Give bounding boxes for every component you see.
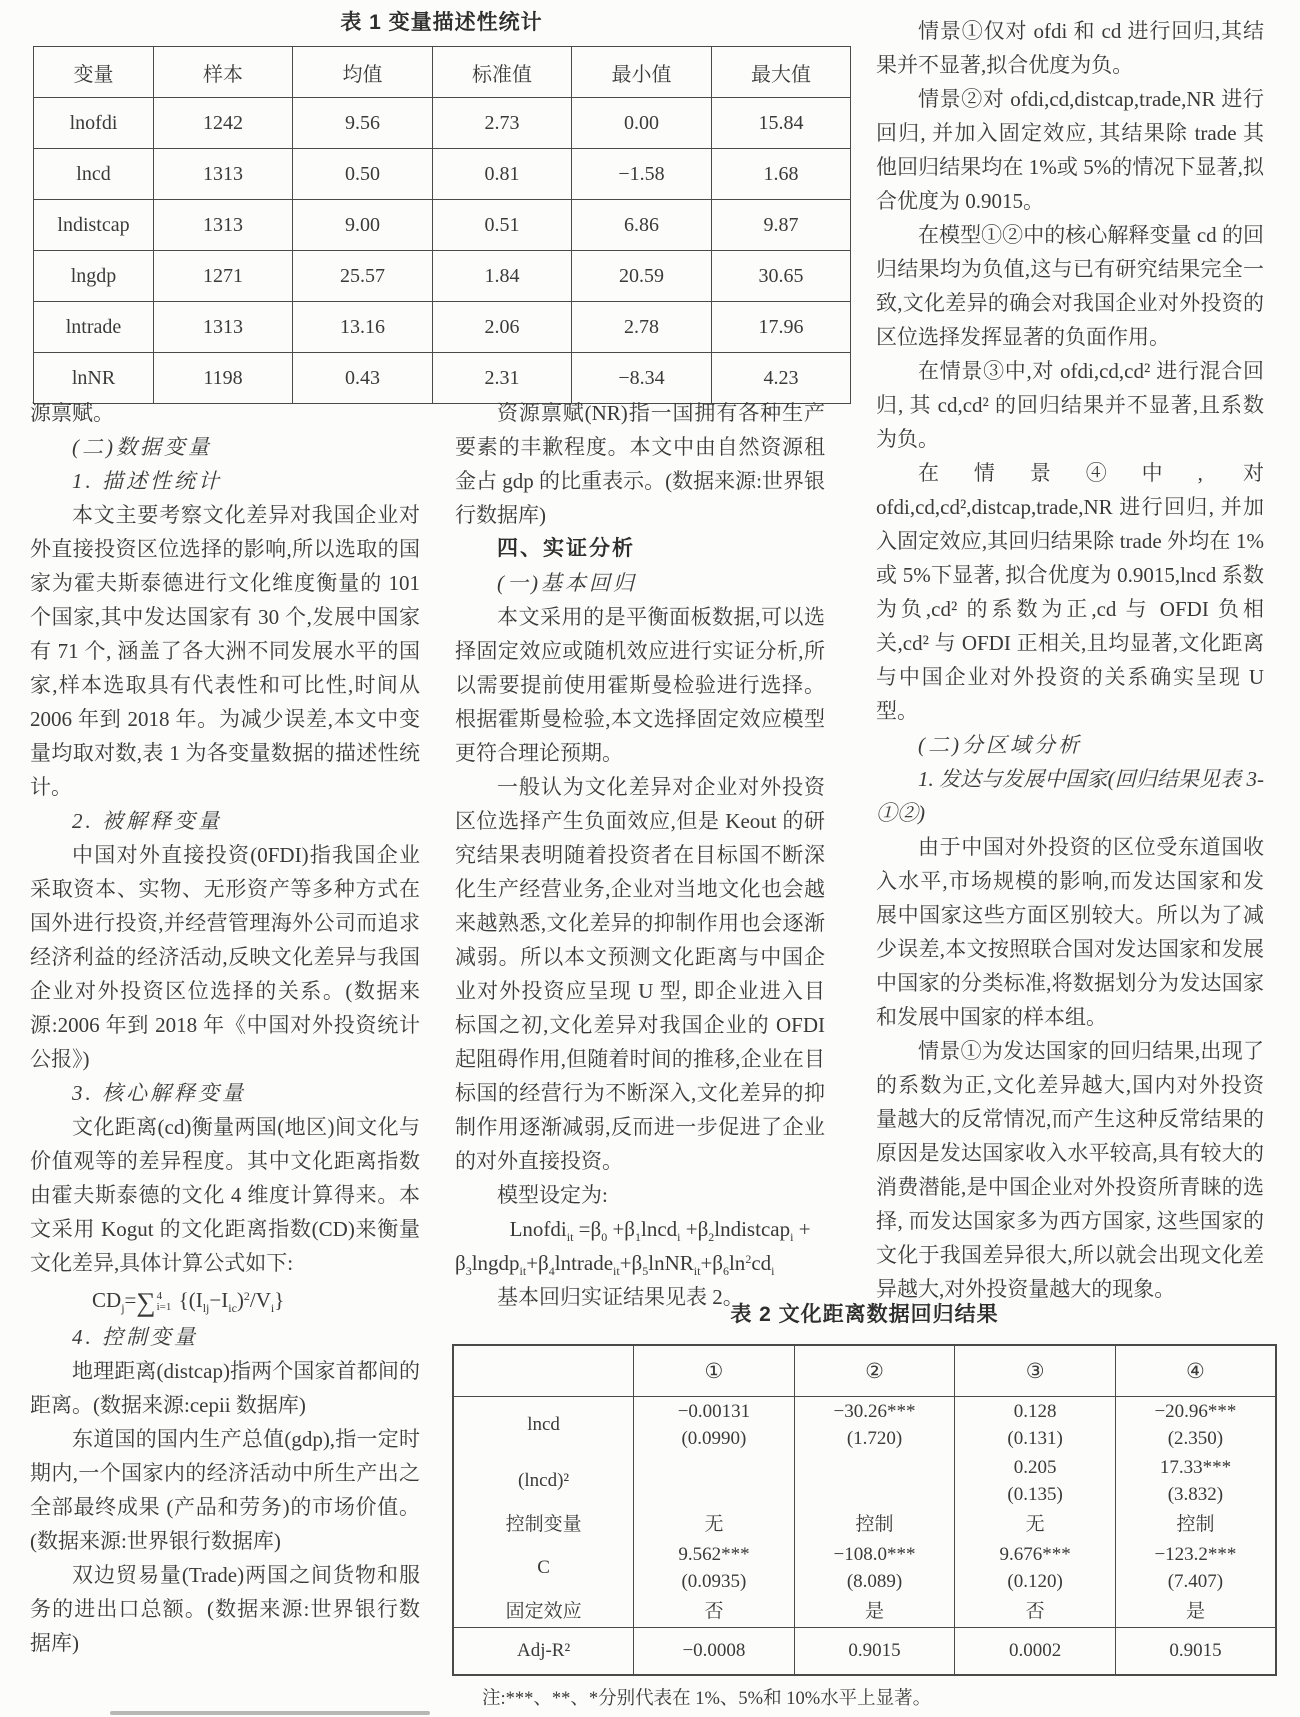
table2-header-row: [453, 1345, 1276, 1397]
table1-header-cell: 最大值: [712, 47, 851, 98]
table1-row: [34, 98, 851, 149]
table1-cell: 0.43: [293, 353, 433, 404]
paragraph: (二)数据变量: [72, 435, 212, 459]
table1-cell: 2.78: [572, 302, 712, 353]
table2-header-cell: ③: [955, 1345, 1116, 1397]
table1-cell: 9.00: [293, 200, 433, 251]
paragraph: 源禀赋。: [30, 401, 114, 425]
paragraph: 模型设定为:: [497, 1183, 608, 1207]
coefficient-value: −0.00131: [677, 1401, 751, 1422]
table2-cell: [1115, 1453, 1276, 1509]
table2-row-label: C: [453, 1540, 634, 1596]
sigma-lower: i=1: [156, 1301, 172, 1313]
table2-cell: [794, 1397, 955, 1454]
table2-title: 表 2 文化距离数据回归结果: [730, 1303, 999, 1326]
table2-cell: [794, 1509, 955, 1540]
sub-script: 5: [642, 1264, 649, 1278]
column-1: [30, 396, 420, 1660]
table1-cell: 1271: [154, 251, 293, 302]
table1-header: [34, 47, 851, 98]
model-formula-line2: $\beta_3lngdp_{it}+\beta_4lntrade_{it}+\beta_5lnNR_{it}+\beta_6\ln^2cd_i$: [455, 1251, 775, 1278]
table2-cell: [1115, 1540, 1276, 1596]
sigma-symbol: [136, 1287, 173, 1317]
table1-cell: 1242: [154, 98, 293, 149]
standard-error: [798, 1481, 952, 1508]
standard-error: (3.832): [1167, 1484, 1224, 1505]
standard-error: (0.120): [1007, 1571, 1063, 1592]
table1-cell: 0.00: [572, 98, 712, 149]
sub-script: 1: [634, 1230, 641, 1244]
paragraph: 资源禀赋(NR)指一国拥有各种生产要素的丰歉程度。本文中由自然资源租金占 gdp 的比重表示。(数据来源:世界银行数据库): [455, 401, 825, 527]
table2-cell: [634, 1509, 795, 1540]
model-formula-line1: Lnofdi$_{it}$ $=\beta_0$ $+\beta_1lncd_i$ $+\beta_2lndistcap_i$ +: [509, 1217, 811, 1244]
paragraph: 在情景③中,对 ofdi,cd,cd² 进行混合回归, 其 cd,cd² 的回归结果并不显著,且系数为负。: [876, 359, 1264, 451]
table2-row-label: 固定效应: [453, 1596, 634, 1628]
paragraph: 3. 核心解释变量: [72, 1081, 246, 1105]
column-3: [876, 14, 1264, 1306]
table2-footer-label: Adj-R²: [453, 1628, 634, 1676]
coefficient-value: 是: [1185, 1601, 1205, 1622]
table2-footer-cell: −0.0008: [634, 1628, 795, 1676]
table2-cell: [955, 1509, 1116, 1540]
table1-cell: 1.68: [712, 149, 851, 200]
paragraph: 情景①为发达国家的回归结果,出现了的系数为正,文化差异越大,国内对外投资量越大的反常情况,而产生这种反常结果的原因是发达国家收入水平较高,具有较大的消费潜能,是中国企业对外投资所青睐的选择, 而发达国家多为西方国家, 这些国家的文化于我国差异很大,所以就会出现文化差异越大,对外投资量越大的现象。: [876, 1039, 1264, 1301]
sigma-upper: 4: [156, 1290, 163, 1302]
table1-header-cell: 最小值: [572, 47, 712, 98]
table1-cell: lngdp: [34, 251, 154, 302]
table2-grid: [452, 1344, 1277, 1676]
sub-script: i: [790, 1230, 794, 1244]
table1-cell: 2.73: [433, 98, 572, 149]
table1-cell: 1313: [154, 302, 293, 353]
sigma-limits: [157, 1291, 172, 1313]
table1-cell: 9.87: [712, 200, 851, 251]
paragraph: 中国对外直接投资(0FDI)指我国企业采取资本、实物、无形资产等多种方式在国外进行投资,并经营管理海外公司而追求经济利益的经济活动,反映文化差异与我国企业对外投资区位选择的关系。(数据来源:2006 年到 2018 年《中国对外投资统计公报》): [30, 843, 420, 1071]
sub-script: i: [270, 1301, 275, 1315]
coefficient-value: 9.562***: [678, 1544, 750, 1565]
table2-cell: [794, 1540, 955, 1596]
table1-header-row: [34, 47, 851, 98]
table1-cell: 1313: [154, 149, 293, 200]
table1-header-cell: 变量: [34, 47, 154, 98]
coefficient-value: 否: [1025, 1601, 1045, 1622]
table2-cell: [794, 1596, 955, 1628]
paragraph: 在模型①②中的核心解释变量 cd 的回归结果均为负值,这与已有研究结果完全一致,文化差异的确会对我国企业对外投资的区位选择发挥显著的负面作用。: [876, 223, 1264, 349]
sub-script: it: [519, 1264, 527, 1278]
table2-cell: [634, 1397, 795, 1454]
table1-row: [34, 149, 851, 200]
paragraph: 情景②对 ofdi,cd,distcap,trade,NR 进行回归, 并加入固定效应, 其结果除 trade 其他回归结果均在 1%或 5%的情况下显著,拟合优度为 0.9015。: [876, 87, 1264, 213]
table2-row: [453, 1596, 1276, 1628]
sub-script: i: [771, 1264, 775, 1278]
sub-script: lj: [202, 1301, 210, 1315]
sub-script: 4: [548, 1264, 555, 1278]
cd-formula: $CD_j=$ ∑ 4 i=1 $\{(I_{lj}-I_{ic})^2/V_i\}$: [92, 1287, 285, 1317]
table2-block: [452, 1300, 1277, 1712]
table2-row: [453, 1540, 1276, 1596]
table2-row: [453, 1453, 1276, 1509]
table1-row: [34, 200, 851, 251]
sub-script: i: [677, 1230, 681, 1244]
table1-cell: 0.50: [293, 149, 433, 200]
table1-cell: 1313: [154, 200, 293, 251]
coefficient-value: 0.205: [1013, 1457, 1057, 1478]
table2-cell: [1115, 1509, 1276, 1540]
coefficient-value: 无: [704, 1514, 724, 1535]
table2-footer-cell: 0.9015: [1115, 1628, 1276, 1676]
table2-row-label: (lncd)²: [453, 1453, 634, 1509]
paragraph: 本文采用的是平衡面板数据,可以选择固定效应或随机效应进行实证分析,所以需要提前使用霍斯曼检验进行选择。根据霍斯曼检验,本文选择固定效应模型更符合理论预期。: [455, 605, 825, 765]
paragraph: 由于中国对外投资的区位受东道国收入水平,市场规模的影响,而发达国家和发展中国家这些方面区别较大。所以为了减少误差,本文按照联合国对发达国家和发展中国家的分类标准,将数据划分为发达国家和发展中国家的样本组。: [876, 835, 1264, 1029]
table2-cell: [794, 1453, 955, 1509]
sup-script: 2: [243, 1289, 250, 1303]
table1-cell: 13.16: [293, 302, 433, 353]
table1-cell: −8.34: [572, 353, 712, 404]
paragraph: 文化距离(cd)衡量两国(地区)间文化与价值观等的差异程度。其中文化距离指数由霍夫斯泰德的文化 4 维度计算得来。本文采用 Kogut 的文化距离指数(CD)来衡量文化差异,具体计算公式如下:: [30, 1115, 420, 1275]
coefficient-value: [798, 1454, 952, 1481]
table2-header: [453, 1345, 1276, 1397]
sup-script: 2: [745, 1252, 752, 1266]
table1-cell: lncd: [34, 149, 154, 200]
table1-cell: 4.23: [712, 353, 851, 404]
table2-header-cell: [453, 1345, 634, 1397]
table2-row-label: lncd: [453, 1397, 634, 1454]
paragraph: 一般认为文化差异对企业对外投资区位选择产生负面效应,但是 Keout 的研究结果表明随着投资者在目标国不断深化生产经营业务,企业对当地文化也会越来越熟悉,文化差异的抑制作用也会逐渐减弱。所以本文预测文化距离与中国企业对外投资应呈现 U 型, 即企业进入目标国之初,文化差异对我国企业的 OFDI 起阻碍作用,但随着时间的推移,企业在目标国的经营行为不断深入,文化差异的抑制作用逐渐减弱,反而进一步促进了企业的对外直接投资。: [455, 775, 825, 1173]
table2-header-cell: ②: [794, 1345, 955, 1397]
paragraph: 双边贸易量(Trade)两国之间货物和服务的进出口总额。(数据来源:世界银行数据库): [30, 1563, 420, 1655]
table1-title: 表 1 变量描述性统计: [340, 11, 543, 34]
sub-script: it: [566, 1230, 574, 1244]
table1-header-cell: 样本: [154, 47, 293, 98]
table1-cell: lnNR: [34, 353, 154, 404]
paragraph: 情景①仅对 ofdi 和 cd 进行回归,其结果并不显著,拟合优度为负。: [876, 19, 1264, 77]
coefficient-value: 17.33***: [1159, 1457, 1232, 1478]
table1-cell: 1198: [154, 353, 293, 404]
table1-cell: lnofdi: [34, 98, 154, 149]
coefficient-value: −123.2***: [1154, 1544, 1237, 1565]
table1-cell: −1.58: [572, 149, 712, 200]
table1-row: [34, 302, 851, 353]
table1-cell: 0.51: [433, 200, 572, 251]
paragraph: 1. 描述性统计: [72, 469, 222, 493]
paragraph: 1. 发达与发展中国家(回归结果见表 3-①②): [876, 767, 1264, 825]
coefficient-value: 0.128: [1013, 1401, 1057, 1422]
table1-cell: lndistcap: [34, 200, 154, 251]
standard-error: [637, 1481, 791, 1508]
paragraph: 本文主要考察文化差异对我国企业对外直接投资区位选择的影响,所以选取的国家为霍夫斯泰德进行文化维度衡量的 101 个国家,其中发达国家有 30 个,发展中国家有 71 个, 涵盖了各大洲不同发展水平的国家,样本选取具有代表性和可比性,时间从 2006 年到 2018 年。为减少误差,本文中变量均取对数,表 1 为各变量数据的描述性统计。: [30, 503, 420, 799]
standard-error: (1.720): [846, 1428, 903, 1449]
table1-cell: 6.86: [572, 200, 712, 251]
sub-script: 3: [465, 1264, 472, 1278]
table1-grid: [33, 46, 851, 404]
sub-script: it: [693, 1264, 701, 1278]
table1-cell: 17.96: [712, 302, 851, 353]
table1-cell: 15.84: [712, 98, 851, 149]
table2-row: [453, 1509, 1276, 1540]
coefficient-value: [637, 1454, 791, 1481]
table1-header-cell: 均值: [293, 47, 433, 98]
standard-error: (0.135): [1007, 1484, 1063, 1505]
sub-script: it: [613, 1264, 620, 1278]
table1-cell: 9.56: [293, 98, 433, 149]
paragraph: 在情景④中, 对 ofdi,cd,cd²,distcap,trade,NR 进行回归, 并加入固定效应,其回归结果除 trade 外均在 1%或 5%下显著, 拟合优度为 0.9015,lncd 系数为负,cd² 的系数为正,cd 与 OFDI 负相关,cd² 与 OFDI 正相关,且均显著,文化距离与中国企业对外投资的关系确实呈现 U 型。: [876, 461, 1264, 723]
table1-cell: 20.59: [572, 251, 712, 302]
table2-cell: [634, 1453, 795, 1509]
sub-script: 0: [601, 1230, 608, 1244]
table2-row: [453, 1397, 1276, 1454]
table2-footer-row: [453, 1628, 1276, 1676]
table1-row: [34, 251, 851, 302]
paragraph: 2. 被解释变量: [72, 809, 222, 833]
table1-cell: lntrade: [34, 302, 154, 353]
table1-cell: 2.06: [433, 302, 572, 353]
coefficient-value: −20.96***: [1154, 1401, 1237, 1422]
table2-header-cell: ①: [634, 1345, 795, 1397]
paragraph: 东道国的国内生产总值(gdp),指一定时期内,一个国家内的经济活动中所生产出之全部最终成果 (产品和劳务)的市场价值。(数据来源:世界银行数据库): [30, 1427, 420, 1553]
standard-error: (2.350): [1167, 1428, 1224, 1449]
table2-cell: [955, 1540, 1116, 1596]
table2-body: [453, 1397, 1276, 1676]
table2-cell: [955, 1453, 1116, 1509]
table2-footer-cell: 0.9015: [794, 1628, 955, 1676]
table2-cell: [634, 1596, 795, 1628]
scan-artifact: [110, 1711, 430, 1715]
sub-script: 6: [722, 1264, 729, 1278]
standard-error: (7.407): [1167, 1571, 1224, 1592]
table2-header-cell: ④: [1115, 1345, 1276, 1397]
standard-error: (0.131): [1007, 1428, 1063, 1449]
sub-script: ic: [228, 1301, 237, 1315]
column-2: [455, 396, 825, 1314]
table2-cell: [634, 1540, 795, 1596]
sub-script: 2: [708, 1230, 715, 1244]
table1-body: [34, 98, 851, 404]
paragraph: (一)基本回归: [497, 571, 637, 595]
coefficient-value: 9.676***: [999, 1544, 1071, 1565]
table2-row-label: 控制变量: [453, 1509, 634, 1540]
table1-block: [33, 8, 850, 404]
coefficient-value: −108.0***: [833, 1544, 916, 1565]
table2-cell: [1115, 1397, 1276, 1454]
coefficient-value: −30.26***: [833, 1401, 916, 1422]
table1-header-cell: 标准值: [433, 47, 572, 98]
table2-cell: [955, 1596, 1116, 1628]
table2-cell: [1115, 1596, 1276, 1628]
table1-cell: 2.31: [433, 353, 572, 404]
sub-script: j: [121, 1301, 125, 1315]
paragraph: 4. 控制变量: [72, 1325, 198, 1349]
coefficient-value: 控制: [855, 1514, 894, 1535]
coefficient-value: 无: [1025, 1514, 1045, 1535]
standard-error: (0.0935): [681, 1571, 747, 1592]
coefficient-value: 控制: [1176, 1514, 1215, 1535]
standard-error: (8.089): [846, 1571, 903, 1592]
paragraph: 基本回归实证结果见表 2。: [497, 1285, 744, 1309]
paragraph: (二)分区域分析: [918, 733, 1082, 757]
paragraph: 地理距离(distcap)指两个国家首都间的距离。(数据来源:cepii 数据库): [30, 1359, 420, 1417]
table1-cell: 1.84: [433, 251, 572, 302]
table2-cell: [955, 1397, 1116, 1454]
standard-error: (0.0990): [681, 1428, 747, 1449]
sigma-glyph: ∑: [136, 1287, 156, 1317]
paragraph: 四、实证分析: [497, 537, 635, 560]
table1-cell: 0.81: [433, 149, 572, 200]
table2-note: 注:***、**、*分别代表在 1%、5%和 10%水平上显著。: [482, 1689, 932, 1709]
coefficient-value: 否: [704, 1601, 724, 1622]
table1-cell: 25.57: [293, 251, 433, 302]
coefficient-value: 是: [865, 1601, 885, 1622]
table1-cell: 30.65: [712, 251, 851, 302]
table2-footer-cell: 0.0002: [955, 1628, 1116, 1676]
